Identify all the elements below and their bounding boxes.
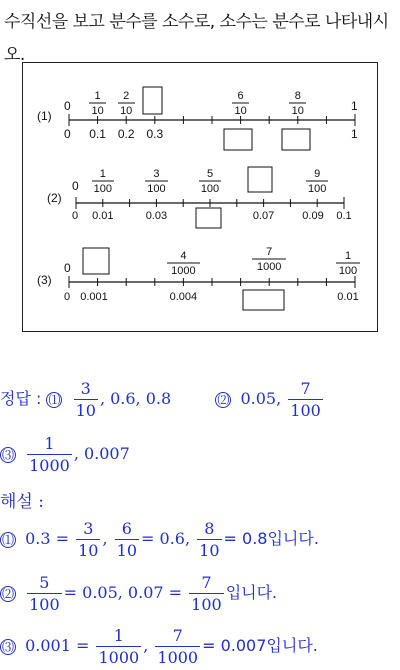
blank-box	[224, 129, 252, 150]
fraction-numerator: 7	[266, 246, 273, 258]
explanation-label: 해설 :	[0, 492, 44, 512]
tick-label: 0.09	[302, 210, 324, 222]
tick-label: 0	[64, 99, 71, 113]
tick-label: 0.2	[117, 127, 135, 141]
fraction: $\frac{1}{1000}$	[29, 434, 70, 475]
tick-label: 0.1	[336, 210, 352, 222]
number-line-figure	[22, 62, 378, 332]
blank-box	[196, 208, 221, 228]
tick-label: 1	[351, 127, 358, 141]
blank-box	[248, 167, 272, 192]
expr-text: = 0.05, 0.07 =	[63, 583, 183, 602]
item-number: ⑶	[1, 447, 14, 462]
fraction: $\frac{7}{100}$	[191, 573, 222, 614]
fraction-denominator: 100	[308, 183, 327, 195]
fraction: $\frac{5}{100}$	[29, 573, 60, 614]
tick-label: 0	[72, 210, 79, 222]
question-text: 수직선을 보고 분수를 소수로, 소수는 분수로 나타내시오.	[4, 12, 389, 65]
fraction-denominator: 1000	[256, 261, 282, 273]
fraction-numerator: 5	[206, 168, 214, 180]
number-line-1	[37, 87, 358, 150]
expr-text: ,	[143, 636, 149, 655]
fraction-numerator: 1	[344, 250, 352, 262]
answer-label: 정답 :	[0, 389, 42, 408]
fraction-numerator: 1	[94, 90, 101, 102]
answer-line-2	[0, 433, 130, 476]
tick-label: 0.01	[337, 291, 359, 303]
blank-box	[143, 87, 162, 114]
fraction-numerator: 3	[153, 168, 160, 180]
tick-label: 0.03	[145, 210, 168, 222]
expr-text: ,	[102, 529, 108, 548]
expr-text: 0.3 =	[25, 529, 70, 548]
fraction-denominator: 10	[91, 105, 104, 117]
explanation-line-3	[0, 625, 318, 668]
fraction: $\frac{3}{10}$	[78, 519, 99, 560]
tick-label: 0	[64, 291, 71, 303]
tick-label: 0	[64, 261, 71, 275]
fraction-numerator: 2	[123, 90, 130, 102]
item-number: ⑵	[1, 586, 14, 601]
fraction-denominator: 1000	[171, 265, 196, 277]
expr-text: = 0.8입니다.	[223, 529, 319, 548]
answer-line-1	[0, 378, 325, 421]
expr-text: 0.001 =	[25, 636, 90, 655]
blank-box	[282, 129, 310, 150]
fraction-numerator: 4	[180, 250, 187, 262]
item-number: ⑴	[1, 532, 14, 547]
tick-label: 0.3	[146, 127, 164, 141]
row-label: (3)	[37, 273, 52, 287]
fraction-denominator: 100	[147, 183, 166, 195]
fraction-denominator: 10	[234, 105, 247, 117]
answer-text: , 0.6, 0.8	[99, 389, 172, 408]
fraction-denominator: 100	[338, 265, 358, 277]
tick-label: 0	[72, 179, 79, 193]
blank-box	[83, 248, 109, 274]
tick-label: 0.01	[92, 210, 114, 222]
fraction-denominator: 100	[200, 183, 220, 195]
row-label: (2)	[47, 191, 62, 205]
explanation-line-2	[0, 572, 277, 615]
fraction: $\frac{3}{10}$	[75, 379, 96, 420]
blank-box	[243, 290, 284, 310]
item-number: ⑶	[1, 639, 14, 654]
fraction: $\frac{8}{10}$	[199, 519, 220, 560]
tick-label: 0.1	[89, 127, 106, 141]
item-number: ⑴	[48, 392, 61, 407]
number-line-2	[47, 167, 352, 228]
fraction: $\frac{7}{1000}$	[157, 626, 199, 667]
fraction: $\frac{1}{1000}$	[98, 626, 140, 667]
number-line-3	[37, 246, 360, 310]
item-number: ⑵	[217, 392, 230, 407]
fraction-denominator: 100	[93, 183, 112, 195]
tick-label: 0.001	[80, 291, 108, 303]
expr-text: = 0.007입니다.	[202, 636, 318, 655]
row-label: (1)	[37, 109, 52, 123]
fraction: $\frac{7}{100}$	[290, 379, 321, 420]
fraction-denominator: 10	[120, 105, 133, 117]
fraction-numerator: 8	[294, 90, 301, 102]
explanation-line-1	[0, 518, 319, 561]
tick-label: 1	[351, 99, 358, 113]
fraction: $\frac{6}{10}$	[116, 519, 138, 560]
answer-text: 0.05,	[240, 389, 282, 408]
tick-label: 0	[64, 127, 71, 141]
expr-text: 입니다.	[225, 583, 278, 602]
tick-label: 0.07	[252, 210, 275, 222]
answer-text: , 0.007	[73, 444, 130, 463]
fraction-denominator: 10	[291, 105, 304, 117]
fraction-numerator: 6	[237, 90, 244, 102]
expr-text: = 0.6,	[141, 529, 191, 548]
tick-label: 0.004	[169, 291, 198, 303]
fraction-numerator: 1	[99, 168, 106, 180]
fraction-numerator: 9	[314, 168, 321, 180]
